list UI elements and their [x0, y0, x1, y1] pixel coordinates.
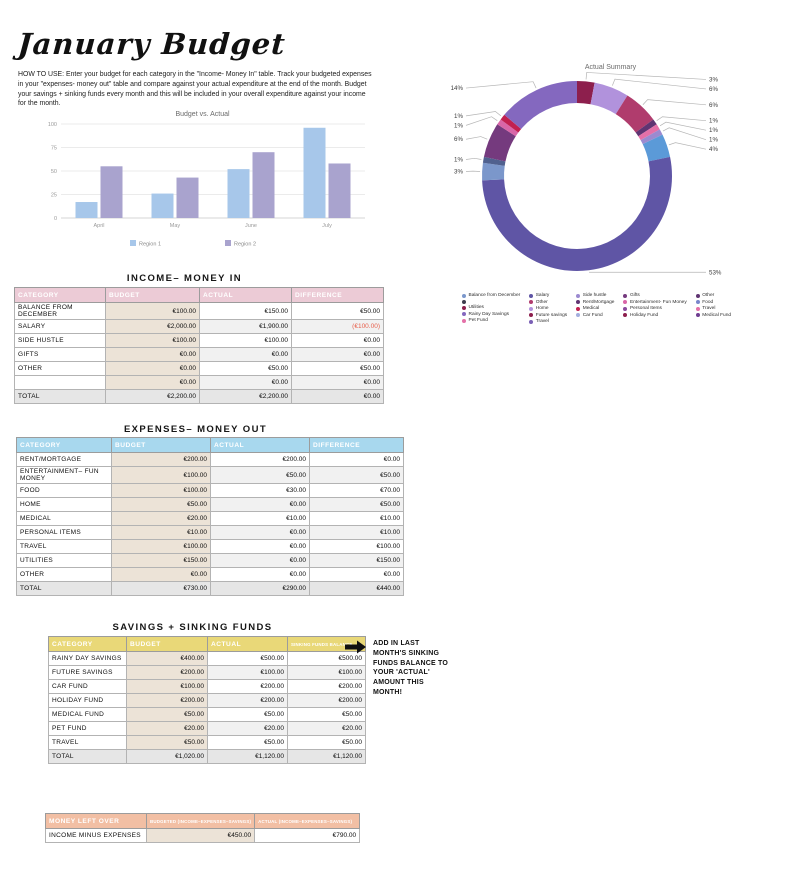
- legend-item: [576, 313, 614, 318]
- category-cell[interactable]: [15, 376, 106, 390]
- value-cell[interactable]: €400.00: [127, 652, 208, 666]
- legend-dot-icon: [623, 313, 627, 317]
- header-row: [17, 438, 404, 453]
- legend-dot-icon: [696, 307, 700, 311]
- category-cell[interactable]: FOOD: [17, 484, 112, 498]
- value-cell[interactable]: €450.00: [147, 829, 255, 843]
- category-cell[interactable]: SIDE HUSTLE: [15, 334, 106, 348]
- legend-label: Rainy Day Savings: [468, 311, 510, 317]
- svg-text:July: July: [322, 223, 332, 229]
- value-cell[interactable]: €100.00: [200, 334, 292, 348]
- svg-text:1%: 1%: [454, 122, 463, 130]
- category-cell: TOTAL: [49, 750, 127, 764]
- table-row: [15, 334, 384, 348]
- legend-dot-icon: [576, 300, 580, 304]
- svg-text:1%: 1%: [709, 127, 718, 135]
- legend-dot-icon: [576, 294, 580, 298]
- value-cell[interactable]: €10.00: [310, 512, 404, 526]
- table-row: [17, 512, 404, 526]
- column-header: CATEGORY: [17, 438, 112, 453]
- value-cell: €440.00: [310, 582, 404, 596]
- table-row: [49, 652, 366, 666]
- value-cell[interactable]: €50.00: [127, 708, 208, 722]
- donut-legend: [462, 293, 731, 324]
- value-cell[interactable]: €150.00: [200, 303, 292, 320]
- column-header: BUDGET: [127, 637, 208, 652]
- value-cell[interactable]: €50.00: [292, 362, 384, 376]
- table-row: [49, 708, 366, 722]
- category-cell[interactable]: GIFTS: [15, 348, 106, 362]
- value-cell[interactable]: €50.00: [208, 708, 288, 722]
- header-row: [49, 637, 366, 652]
- value-cell[interactable]: €200.00: [208, 680, 288, 694]
- legend-label: Travel: [535, 319, 549, 324]
- category-cell[interactable]: ENTERTAINMENT– FUN MONEY: [17, 467, 112, 484]
- svg-text:53%: 53%: [709, 269, 722, 277]
- category-cell[interactable]: HOME: [17, 498, 112, 512]
- value-cell[interactable]: €0.00: [211, 554, 310, 568]
- table-row: [17, 498, 404, 512]
- value-cell[interactable]: €100.00: [112, 540, 211, 554]
- category-cell[interactable]: TRAVEL: [49, 736, 127, 750]
- svg-text:50: 50: [50, 169, 57, 175]
- expenses-table-title: EXPENSES– MONEY OUT: [123, 424, 268, 435]
- category-cell[interactable]: INCOME MINUS EXPENSES: [46, 829, 147, 843]
- header-row: [46, 814, 360, 829]
- value-cell[interactable]: €0.00: [106, 362, 200, 376]
- legend-item: [623, 313, 686, 318]
- legend-column: [696, 293, 731, 324]
- legend-label: Pet Fund: [468, 318, 488, 323]
- value-cell[interactable]: €100.00: [112, 484, 211, 498]
- svg-text:75: 75: [50, 145, 57, 152]
- income-table-title: INCOME– MONEY IN: [126, 273, 243, 284]
- savings-table-container: [48, 636, 366, 764]
- legend-dot-icon: [623, 294, 627, 298]
- table-row: [15, 303, 384, 320]
- value-cell[interactable]: €50.00: [288, 708, 366, 722]
- table-row: [49, 736, 366, 750]
- legend-item: [576, 306, 614, 311]
- legend-item: [529, 313, 567, 318]
- svg-text:May: May: [169, 223, 181, 229]
- legend-column: [623, 293, 686, 324]
- donut-chart-title: Actual Summary: [584, 64, 637, 71]
- value-cell[interactable]: €10.00: [310, 526, 404, 540]
- svg-text:1%: 1%: [454, 112, 463, 120]
- value-cell: €1,120.00: [208, 750, 288, 764]
- legend-label: Other: [535, 299, 548, 305]
- legend-item: [529, 293, 567, 298]
- legend-label: Personal Items: [629, 306, 662, 311]
- value-cell[interactable]: €0.00: [106, 376, 200, 390]
- svg-text:Region 1: Region 1: [139, 241, 162, 248]
- category-cell[interactable]: FUTURE SAVINGS: [49, 666, 127, 680]
- value-cell[interactable]: €100.00: [127, 680, 208, 694]
- expenses-table-container: [16, 437, 404, 596]
- value-cell[interactable]: €10.00: [112, 526, 211, 540]
- value-cell[interactable]: €100.00: [106, 334, 200, 348]
- value-cell[interactable]: €100.00: [112, 467, 211, 484]
- value-cell[interactable]: €100.00: [106, 303, 200, 320]
- svg-text:6%: 6%: [709, 101, 718, 109]
- table-row: [15, 320, 384, 334]
- legend-label: Food: [702, 299, 714, 305]
- value-cell[interactable]: €2,000.00: [106, 320, 200, 334]
- legend-item: [576, 293, 614, 298]
- value-cell[interactable]: €20.00: [127, 722, 208, 736]
- legend-label: Car Fund: [582, 312, 603, 318]
- value-cell[interactable]: €150.00: [112, 554, 211, 568]
- total-row: [15, 390, 384, 404]
- table-row: [15, 362, 384, 376]
- column-header: ACTUAL: [211, 438, 310, 453]
- value-cell[interactable]: €100.00: [288, 666, 366, 680]
- legend-item: [696, 300, 731, 305]
- table-row: [17, 554, 404, 568]
- legend-item: [696, 313, 731, 318]
- legend-label: Entertainment- Fun Money: [629, 299, 687, 305]
- value-cell[interactable]: €50.00: [200, 362, 292, 376]
- column-header: ACTUAL: [208, 637, 288, 652]
- value-cell[interactable]: €50.00: [112, 498, 211, 512]
- category-cell[interactable]: RAINY DAY SAVINGS: [49, 652, 127, 666]
- svg-text:0: 0: [53, 216, 57, 222]
- value-cell[interactable]: €790.00: [255, 829, 360, 843]
- legend-dot-icon: [462, 306, 466, 310]
- expenses-table: [16, 437, 404, 596]
- value-cell: €290.00: [211, 582, 310, 596]
- value-cell[interactable]: €0.00: [211, 540, 310, 554]
- legend-dot-icon: [462, 319, 466, 323]
- svg-text:6%: 6%: [709, 85, 718, 93]
- value-cell[interactable]: €0.00: [292, 376, 384, 390]
- bar-chart-panel: [35, 111, 370, 265]
- legend-item: [462, 293, 520, 298]
- svg-text:June: June: [245, 223, 257, 229]
- how-to-use-text: HOW TO USE: Enter your budget for each category in the "Income- Money In" table. Track your budgeted expenses in your "expenses- money out" table and compare against your actual expenditure at the end of the month. Budget your savings + sinking funds every month and this will be included in your overall expenditure against your income for the month.: [18, 71, 372, 108]
- legend-item: [529, 306, 567, 311]
- legend-dot-icon: [462, 312, 466, 316]
- value-cell[interactable]: €500.00: [208, 652, 288, 666]
- value-cell[interactable]: €0.00: [211, 526, 310, 540]
- svg-text:3%: 3%: [709, 76, 718, 84]
- donut-chart-panel: [438, 58, 783, 290]
- budget-vs-actual-bar-chart: [35, 118, 370, 260]
- legend-item: [696, 293, 731, 298]
- legend-item: [462, 305, 520, 310]
- table-row: [17, 540, 404, 554]
- value-cell[interactable]: €50.00: [292, 303, 384, 320]
- svg-text:1%: 1%: [709, 136, 718, 144]
- svg-text:1%: 1%: [454, 156, 463, 164]
- column-header: ACTUAL: [200, 288, 292, 303]
- table-row: [17, 568, 404, 582]
- svg-text:4%: 4%: [709, 146, 718, 154]
- column-header: DIFFERENCE: [310, 438, 404, 453]
- value-cell[interactable]: €0.00: [200, 348, 292, 362]
- category-cell[interactable]: UTILITIES: [17, 554, 112, 568]
- svg-text:14%: 14%: [450, 85, 463, 93]
- category-cell[interactable]: BALANCE FROM DECEMBER: [15, 303, 106, 320]
- value-cell: €730.00: [112, 582, 211, 596]
- legend-dot-icon: [529, 294, 533, 298]
- value-cell[interactable]: €50.00: [211, 467, 310, 484]
- column-header: SINKING FUNDS BALANCE: [288, 637, 366, 652]
- legend-label: Home: [535, 306, 549, 311]
- svg-text:25: 25: [50, 192, 57, 199]
- legend-column: [576, 293, 614, 324]
- legend-dot-icon: [623, 300, 627, 304]
- value-cell[interactable]: €200.00: [288, 680, 366, 694]
- legend-dot-icon: [529, 320, 533, 324]
- table-row: [15, 348, 384, 362]
- category-cell[interactable]: OTHER: [17, 568, 112, 582]
- legend-dot-icon: [623, 307, 627, 311]
- category-cell[interactable]: PET FUND: [49, 722, 127, 736]
- column-header: BUDGET: [112, 438, 211, 453]
- legend-item: [696, 306, 731, 311]
- legend-label: Other: [702, 293, 715, 298]
- table-row: [46, 829, 360, 843]
- header-row: [15, 288, 384, 303]
- value-cell: €2,200.00: [200, 390, 292, 404]
- value-cell[interactable]: €200.00: [288, 694, 366, 708]
- value-cell[interactable]: €30.00: [211, 484, 310, 498]
- savings-table-title: SAVINGS + SINKING FUNDS: [112, 622, 273, 633]
- value-cell[interactable]: €50.00: [310, 498, 404, 512]
- value-cell[interactable]: €200.00: [208, 694, 288, 708]
- category-cell: TOTAL: [15, 390, 106, 404]
- value-cell[interactable]: €70.00: [310, 484, 404, 498]
- table-row: [49, 694, 366, 708]
- legend-dot-icon: [576, 313, 580, 317]
- column-header: CATEGORY: [49, 637, 127, 652]
- legend-label: Holiday Fund: [629, 312, 659, 318]
- total-row: [17, 582, 404, 596]
- value-cell[interactable]: €150.00: [310, 554, 404, 568]
- value-cell[interactable]: €50.00: [127, 736, 208, 750]
- legend-dot-icon: [529, 300, 533, 304]
- value-cell: €2,200.00: [106, 390, 200, 404]
- value-cell: €0.00: [292, 390, 384, 404]
- actual-summary-donut-chart: [438, 58, 783, 290]
- category-cell[interactable]: RENT/MORTGAGE: [17, 453, 112, 467]
- legend-item: [462, 300, 520, 304]
- legend-label: Gifts: [629, 293, 640, 298]
- bar-chart-title: Budget vs. Actual: [175, 111, 230, 118]
- value-cell[interactable]: €200.00: [127, 666, 208, 680]
- money-left-over-table: [45, 813, 360, 843]
- table-row: [15, 376, 384, 390]
- svg-text:6%: 6%: [454, 136, 463, 144]
- category-cell[interactable]: OTHER: [15, 362, 106, 376]
- value-cell[interactable]: €50.00: [288, 736, 366, 750]
- legend-dot-icon: [696, 300, 700, 304]
- svg-text:100: 100: [47, 122, 57, 128]
- legend-column: [529, 293, 567, 324]
- table-row: [49, 722, 366, 736]
- legend-dot-icon: [529, 313, 533, 317]
- value-cell[interactable]: €50.00: [208, 736, 288, 750]
- legend-dot-icon: [529, 307, 533, 311]
- legend-label: Rent/Mortgage: [582, 299, 615, 305]
- value-cell[interactable]: €100.00: [310, 540, 404, 554]
- column-header: CATEGORY: [15, 288, 106, 303]
- legend-dot-icon: [462, 294, 466, 298]
- svg-text:1%: 1%: [709, 117, 718, 125]
- value-cell: €1,020.00: [127, 750, 208, 764]
- legend-item: [529, 319, 567, 324]
- svg-text:Region 2: Region 2: [234, 241, 257, 248]
- legend-label: Side hustle: [582, 293, 607, 298]
- value-cell[interactable]: €50.00: [310, 467, 404, 484]
- leftover-table-container: [45, 813, 360, 843]
- category-cell[interactable]: HOLIDAY FUND: [49, 694, 127, 708]
- legend-item: [623, 293, 686, 298]
- value-cell[interactable]: €0.00: [310, 568, 404, 582]
- column-header: BUDGET: [106, 288, 200, 303]
- legend-item: [623, 300, 686, 305]
- table-row: [17, 467, 404, 484]
- table-row: [17, 453, 404, 467]
- legend-item: [462, 318, 520, 323]
- value-cell[interactable]: €0.00: [112, 568, 211, 582]
- income-table-container: [14, 287, 384, 404]
- legend-label: Balance from December: [468, 293, 521, 298]
- legend-dot-icon: [462, 300, 466, 304]
- category-cell[interactable]: PERSONAL ITEMS: [17, 526, 112, 540]
- value-cell[interactable]: €0.00: [211, 568, 310, 582]
- legend-item: [462, 312, 520, 317]
- income-table: [14, 287, 384, 404]
- sinking-funds-note: ADD IN LAST MONTH'S SINKING FUNDS BALANCE TO YOUR 'ACTUAL' AMOUNT THIS MONTH!: [373, 640, 449, 696]
- legend-item: [529, 300, 567, 305]
- category-cell[interactable]: MEDICAL FUND: [49, 708, 127, 722]
- arrow-right-icon: [345, 640, 367, 654]
- value-cell[interactable]: €0.00: [106, 348, 200, 362]
- category-cell[interactable]: SALARY: [15, 320, 106, 334]
- value-cell[interactable]: €200.00: [112, 453, 211, 467]
- column-header: DIFFERENCE: [292, 288, 384, 303]
- value-cell[interactable]: (€100.00): [292, 320, 384, 334]
- legend-label: Medical: [582, 306, 600, 311]
- category-cell[interactable]: CAR FUND: [49, 680, 127, 694]
- value-cell[interactable]: €20.00: [288, 722, 366, 736]
- value-cell[interactable]: €0.00: [310, 453, 404, 467]
- category-cell[interactable]: TRAVEL: [17, 540, 112, 554]
- legend-label: Medical Fund: [702, 312, 732, 318]
- legend-dot-icon: [576, 307, 580, 311]
- category-cell[interactable]: MEDICAL: [17, 512, 112, 526]
- table-row: [49, 666, 366, 680]
- legend-label: Future savings: [535, 312, 568, 318]
- value-cell[interactable]: €20.00: [112, 512, 211, 526]
- legend-dot-icon: [696, 294, 700, 298]
- value-cell: €1,120.00: [288, 750, 366, 764]
- value-cell[interactable]: €500.00: [288, 652, 366, 666]
- svg-text:3%: 3%: [454, 168, 463, 176]
- category-cell: TOTAL: [17, 582, 112, 596]
- total-row: [49, 750, 366, 764]
- table-row: [17, 484, 404, 498]
- page-title: January Budget: [16, 27, 287, 61]
- legend-dot-icon: [696, 313, 700, 317]
- legend-item: [623, 306, 686, 311]
- legend-column: [462, 293, 520, 324]
- column-header: BUDGETED (INCOME–EXPENSES–SAVINGS): [147, 814, 255, 829]
- legend-label: Utilities: [468, 305, 484, 310]
- column-header: MONEY LEFT OVER: [46, 814, 147, 829]
- value-cell[interactable]: €0.00: [211, 498, 310, 512]
- value-cell[interactable]: €0.00: [292, 334, 384, 348]
- table-row: [49, 680, 366, 694]
- value-cell[interactable]: €20.00: [208, 722, 288, 736]
- legend-label: Travel: [702, 306, 716, 311]
- column-header: ACTUAL (INCOME–EXPENSES–SAVINGS): [255, 814, 360, 829]
- savings-table: [48, 636, 366, 764]
- value-cell[interactable]: €200.00: [127, 694, 208, 708]
- svg-text:April: April: [93, 223, 105, 229]
- table-row: [17, 526, 404, 540]
- value-cell[interactable]: €100.00: [208, 666, 288, 680]
- value-cell[interactable]: €0.00: [200, 376, 292, 390]
- legend-label: Salary: [535, 293, 550, 298]
- value-cell[interactable]: €1,900.00: [200, 320, 292, 334]
- value-cell[interactable]: €200.00: [211, 453, 310, 467]
- legend-item: [576, 300, 614, 305]
- value-cell[interactable]: €10.00: [211, 512, 310, 526]
- value-cell[interactable]: €0.00: [292, 348, 384, 362]
